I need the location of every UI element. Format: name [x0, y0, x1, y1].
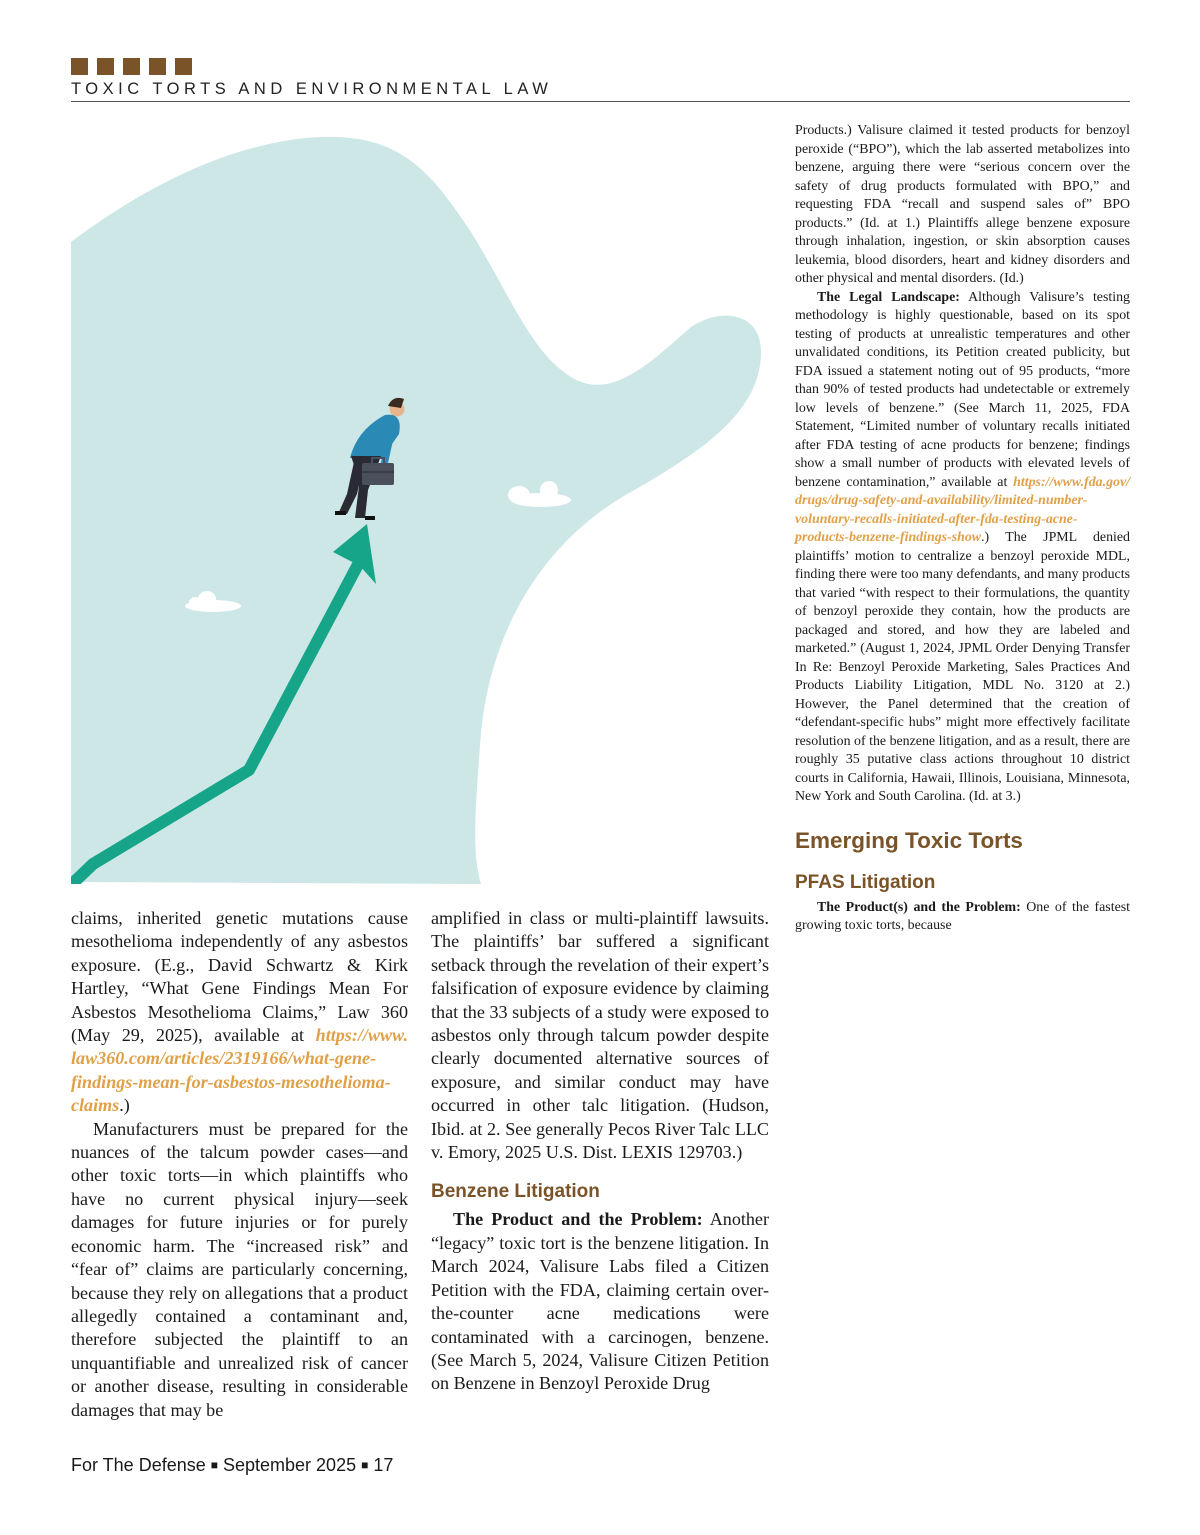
paragraph: claims, inherited genetic mutations cause mesothelioma independently of any asbestos exposure. (E.g., David Schwartz & Kirk Hartley, “What Gene Findings Mean For Asbestos Mesothelioma Claims,” Law 360 (May 29, 2025), available at https://www.law360.com/articles/2319166/what-gene-findings-mean-for-asbestos-mesothelioma-claims.): [71, 908, 408, 1116]
marker-square: [123, 58, 140, 75]
fda-link[interactable]: https://www.fda.gov/drugs/drug-safety-and-availability/limited-number-voluntary-recalls-initiated-after-fda-testing-acne-products-benzene-findings-show: [795, 474, 1130, 545]
page-number: 17: [373, 1455, 394, 1475]
heading-emerging-toxic-torts: Emerging Toxic Torts: [795, 827, 1023, 853]
paragraph: Manufacturers must be prepared for the nuances of the talcum powder cases—and other toxic torts—in which plaintiffs who have no current physical injury—seek damages for future injuries or for purely economic harm. The “increased risk” and “fear of” claims are particularly concerning, because they rely on allegations that a product allegedly contained a contaminant and, therefore subjected the plaintiff to an unquantifiable and unrealized risk of cancer or another disease, resulting in considerable damages that may be: [71, 1118, 408, 1420]
marker-square: [175, 58, 192, 75]
paragraph: The Product and the Problem: Another “legacy” toxic tort is the benzene litigation. In March 2024, Valisure Labs filed a Citizen Petition with the FDA, claiming certain over-the-counter acne medications were contaminated with a carcinogen, benzene. (See March 5, 2024, Valisure Citizen Petition on Benzene in Benzoyl Peroxide Drug: [431, 1209, 769, 1394]
marker-square: [97, 58, 114, 75]
paragraph: The Product(s) and the Problem: One of the fastest growing toxic torts, because: [795, 899, 1130, 933]
subheading-pfas-litigation: PFAS Litigation: [795, 871, 936, 893]
marker-square: [71, 58, 88, 75]
page-footer: For The Defense ■ September 2025 ■ 17: [71, 1455, 394, 1475]
run-in-heading: The Product(s) and the Problem:: [817, 899, 1021, 915]
paragraph: Products.) Valisure claimed it tested products for benzoyl peroxide (“BPO”), which the lab asserted metabolizes into benzene, arguing there were “serious concern over the safety of drug products formulated with BPO,” and requesting FDA “recall and suspend sales of” BPO products.” (Id. at 1.) Plaintiffs allege benzene exposure through inhalation, ingestion, or skin absorption causes leukemia, blood disorders, heart and kidney disorders and other physical and mental disorders. (Id.): [795, 123, 1130, 286]
law360-link[interactable]: https://www.law360.com/articles/2319166/what-gene-findings-mean-for-asbestos-mesothelioma-claims: [71, 1025, 408, 1116]
run-in-heading: The Legal Landscape:: [817, 289, 960, 305]
issue-date: September 2025: [223, 1455, 357, 1475]
column-1: [71, 907, 408, 1422]
marker-square: [149, 58, 166, 75]
column-3: [795, 122, 1130, 936]
section-title: TOXIC TORTS AND ENVIRONMENTAL LAW: [71, 80, 553, 98]
paragraph: amplified in class or multi-plaintiff lawsuits. The plaintiffs’ bar suffered a significant setback through the revelation of their expert’s falsification of exposure evidence by claiming that the 33 subjects of a study were exposed to asbestos only through talcum powder despite clearly documented alternative sources of exposure, and similar conduct may have occurred in other talc litigation. (Hudson, Ibid. at 2. See generally Pecos River Talc LLC v. Emory, 2025 U.S. Dist. LEXIS 129703.): [431, 908, 769, 1163]
businessman-climbing-growth-arrow-illustration: [71, 112, 786, 884]
publication-name: For The Defense: [71, 1455, 206, 1475]
subheading-benzene-litigation: Benzene Litigation: [431, 1181, 600, 1203]
header-rule: [71, 101, 1130, 102]
run-in-heading: The Product and the Problem:: [453, 1209, 703, 1230]
paragraph: The Legal Landscape: Although Valisure’s testing methodology is highly questionable, based on its spot testing of products at unrealistic temperatures and other unvalidated conditions, its Petition created publicity, but FDA issued a statement noting out of 95 products, “more than 90% of tested products had undetectable or extremely low levels of benzene.” (See March 11, 2025, FDA Statement, “Limited number of voluntary recalls initiated after FDA testing of acne products for benzene; findings show a small number of products with elevated levels of benzene contamination,” available at https://www.fda.gov/drugs/drug-safety-and-availability/limited-number-voluntary-recalls-initiated-after-fda-testing-acne-products-benzene-findings-show.) The JPML denied plaintiffs’ motion to centralize a benzoyl peroxide MDL, finding there were too many defendants, and many products that varied “with respect to their formulations, the quantity of benzoyl peroxide they contain, how the products are packaged and stored, and how they are labeled and marketed.” (August 1, 2024, JPML Order Denying Transfer In Re: Benzoyl Peroxide Marketing, Sales Practices And Products Liability Litigation, MDL No. 3120 at 2.) However, the Panel determined that the creation of “defendant-specific hubs” might more effectively facilitate resolution of the benzene litigation, and as a result, there are roughly 35 putative class actions throughout 10 district courts in California, Hawaii, Illinois, Louisiana, Minnesota, New York and South Carolina. (Id. at 3.): [795, 289, 1130, 804]
section-marker-squares: [71, 58, 192, 75]
column-2: [431, 907, 769, 1396]
